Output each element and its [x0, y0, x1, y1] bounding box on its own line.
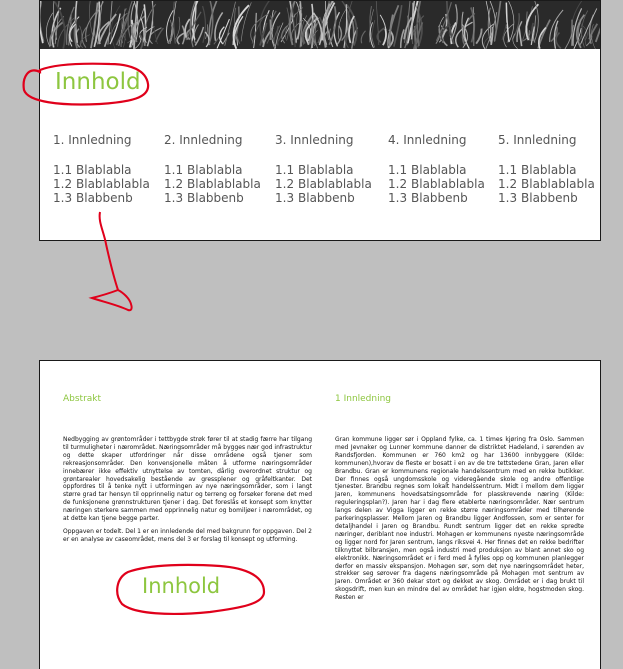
- abstract-page: [39, 360, 601, 669]
- toc-subentry[interactable]: 1.2 Blablablabla: [498, 177, 595, 191]
- toc-subentry[interactable]: 1.2 Blablablabla: [275, 177, 372, 191]
- paragraph: Gran kommune ligger sør i Oppland fylke, ca. 1 times kjøring fra Oslo. Sammen med Jevnaker og Lunner kommune danner de distriktet Hadeland, i sørenden av Randsfjorden. Kommunen er 760 km2 og har 13600 innbyggere (Kilde: kommunen),hvorav de fleste er bosatt i en av de tre tettstedene Gran, Jaren eller Brandbu. Gran er kommunens regionale handelssentrum med en rekke butikker. Der finnes også ungdomsskole og videregående skole og andre offentlige tjenester. Brandbu regnes som lokalt handelssentrum. Midt i mellom dem ligger Jaren, kommunens hovedsatsingsområde for plasskrevende næring (Kilde: reguleringsplan?). Jaren har i dag flere etablerte næringsområder. Nær sentrum langs delen av Vigga ligger en rekke større næringsområder med tilhørende parkeringsplasser. Mellom Jaren og Brandbu ligger Andfossen, som er senter for detaljhandel i Jaren og Brandbu. Rundt sentrum ligger det en rekke spredte næringer, deriblant noe industri. Mohagen er kommunens nyeste næringsområde og ligger nord for Jaren sentrum, langs riksvei 4. Her finnes det en rekke bedrifter tilknyttet bilbransjen, men også industri med produksjon av blant annet sko og elektronikk. Næringsområdet er i ferd med å fylles opp og kommunen planlegger derfor en massiv ekspansjon. Mohagen sør, som det nye næringsområdet heter, strekker seg sørover fra dagens næringsområde på Mohagen mot sentrum av Jaren. Området er 360 dekar stort og dekket av skog. Området er i dag brukt til skogsdrift, men kun en mindre del av området har igjen eldre, hogstmoden skog. Resten er: [335, 436, 584, 602]
- header-photo: [40, 1, 600, 49]
- toc-subentry[interactable]: 1.1 Blablabla: [164, 163, 243, 177]
- toc-subentry[interactable]: 1.3 Blabbenb: [275, 191, 355, 205]
- abstract-text: [63, 436, 312, 549]
- toc-subentry[interactable]: 1.1 Blablabla: [388, 163, 467, 177]
- toc-subentry[interactable]: 1.1 Blablabla: [498, 163, 577, 177]
- toc-column: [164, 133, 261, 205]
- abstract-title: Abstrakt: [63, 394, 102, 404]
- toc-page: [39, 0, 601, 241]
- toc-chapter[interactable]: 3. Innledning: [275, 133, 354, 147]
- toc-column: [388, 133, 485, 205]
- toc-subentry[interactable]: 1.2 Blablablabla: [164, 177, 261, 191]
- toc-subentry[interactable]: 1.3 Blabbenb: [53, 191, 133, 205]
- toc-chapter[interactable]: 1. Innledning: [53, 133, 132, 147]
- toc-subentry[interactable]: 1.2 Blablablabla: [388, 177, 485, 191]
- toc-subentry[interactable]: 1.2 Blablablabla: [53, 177, 150, 191]
- intro-title: 1 Innledning: [335, 394, 392, 404]
- toc-subentry[interactable]: 1.3 Blabbenb: [498, 191, 578, 205]
- toc-subentry[interactable]: 1.3 Blabbenb: [388, 191, 468, 205]
- toc-column: [53, 133, 150, 205]
- toc-chapter[interactable]: 2. Innledning: [164, 133, 243, 147]
- toc-column: [275, 133, 372, 205]
- toc-column: [498, 133, 595, 205]
- paragraph: Oppgaven er todelt. Del 1 er en innledende del med bakgrunn for oppgaven. Del 2 er en analyse av caseområdet, mens del 3 er forslag til konsept og utforming.: [63, 527, 312, 543]
- toc-heading: Innhold: [55, 69, 141, 95]
- toc-subentry[interactable]: 1.3 Blabbenb: [164, 191, 244, 205]
- intro-text: [335, 436, 584, 607]
- innhold-heading: Innhold: [142, 574, 221, 598]
- toc-subentry[interactable]: 1.1 Blablabla: [53, 163, 132, 177]
- paragraph: Nedbygging av grøntområder i tettbygde strøk fører til at stadig færre har tilgang til turmuligheter i nærområdet. Næringsområder må bygges nær god infrastruktur og dette skaper utfordringer når disse områdene også tjener som rekreasjonsområder. Den konvensjonelle måten å utforme næringsområder innebærer ikke effektiv utnyttelse av tomten, dårlig overordnet struktur og grøntarealer hovedsakelig bestående av gressplener og gråfeltkanter. Det oppfordres til å tenke nytt i utformingen av nye næringsområder, som i langt større grad tar hensyn til opprinnelig natur og terreng og forsøker forene det med de funksjonene grønnstrukturen tjener i dag. Det foreslås et konsept som knytter næringen sterkere sammen med opprinnelig natur og bomiljøer i nærområdet, og at dette kan tjene begge parter.: [63, 436, 312, 523]
- toc-subentry[interactable]: 1.1 Blablabla: [275, 163, 354, 177]
- toc-chapter[interactable]: 5. Innledning: [498, 133, 577, 147]
- toc-chapter[interactable]: 4. Innledning: [388, 133, 467, 147]
